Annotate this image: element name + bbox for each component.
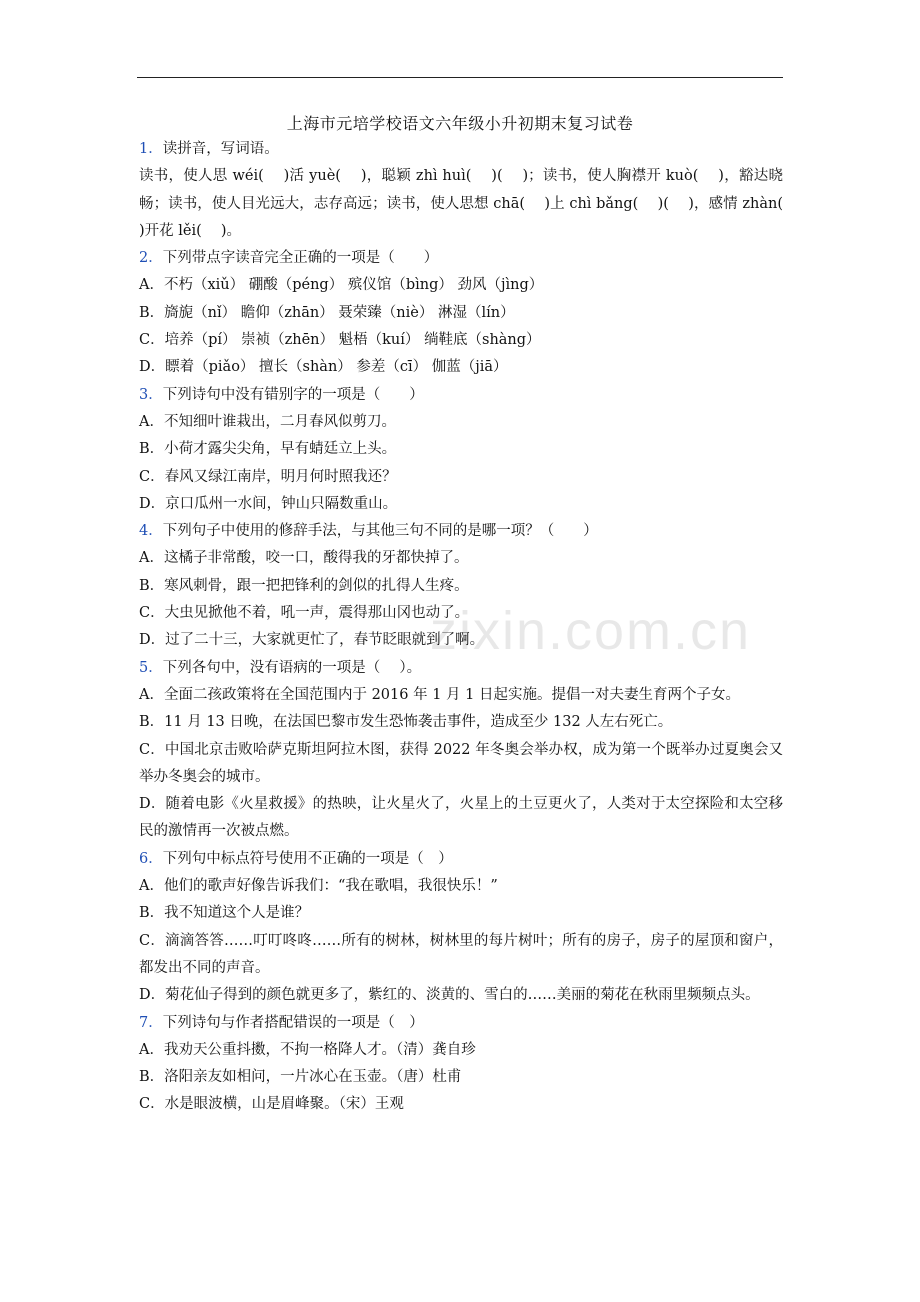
question-stem: [139, 1010, 783, 1037]
header-rule: [137, 77, 783, 78]
question-number: 5．: [139, 659, 163, 676]
answer-option: B．小荷才露尖尖角，早有蜻廷立上头。: [139, 441, 397, 458]
question-text: 下列各句中，没有语病的一项是（ ）。: [162, 659, 422, 676]
answer-option: B．11 月 13 日晚，在法国巴黎市发生恐怖袭击事件，造成至少 132 人左右死亡。: [139, 714, 673, 731]
document-title: 上海市元培学校语文六年级小升初期末复习试卷: [286, 114, 634, 133]
answer-option: B．洛阳亲友如相问，一片冰心在玉壶。（唐）杜甫: [139, 1069, 462, 1086]
answer-option: C．滴滴答答……叮叮咚咚……所有的树林，树林里的每片树叶；所有的房子，房子的屋顶和窗户，都发出不同的声音。: [139, 932, 783, 976]
question-stem: [139, 136, 783, 163]
answer-option: C．培养（pí） 崇祯（zhēn） 魁梧（kuí） 绱鞋底（shàng）: [139, 332, 541, 349]
question-text: 下列带点字读音完全正确的一项是（ ）: [162, 250, 439, 267]
answer-option: D．过了二十三，大家就更忙了，春节眨眼就到了啊。: [139, 632, 485, 649]
question-number: 6．: [139, 850, 163, 867]
answer-option: C．中国北京击败哈萨克斯坦阿拉木图，获得 2022 年冬奥会举办权，成为第一个既举办过夏奥会又举办冬奥会的城市。: [139, 741, 783, 785]
question-number: 3．: [139, 386, 163, 403]
answer-option: D．菊花仙子得到的颜色就更多了，紫红的、淡黄的、雪白的……美丽的菊花在秋雨里频频点头。: [139, 987, 760, 1004]
answer-option: A．不知细叶谁栽出，二月春风似剪刀。: [139, 413, 396, 430]
answer-option: A．我劝天公重抖擞，不拘一格降人才。（清）龚自珍: [139, 1041, 476, 1058]
answer-option: D．瞟着（piǎo） 擅长（shàn） 参差（cī） 伽蓝（jiā）: [139, 359, 508, 376]
question-text: 下列句中标点符号使用不正确的一项是（ ）: [162, 850, 453, 867]
answer-option: C．大虫见掀他不着，吼一声，震得那山冈也动了。: [139, 605, 470, 622]
answer-option: A．这橘子非常酸，咬一口，酸得我的牙都快掉了。: [139, 550, 469, 567]
answer-option: C．水是眼波横，山是眉峰聚。（宋）王观: [139, 1096, 404, 1113]
question-number: 4．: [139, 523, 163, 540]
question-text: 读拼音，写词语。: [162, 141, 279, 157]
question-stem: [139, 382, 783, 409]
answer-option: B．我不知道这个人是谁？: [139, 905, 310, 922]
question-text: 下列诗句中没有错别字的一项是（ ）: [162, 386, 424, 403]
question-stem: [139, 245, 783, 272]
answer-option: D．随着电影《火星救援》的热映，让火星火了，火星上的土豆更火了，人类对于太空探险和太空移民的激情再一次被点燃。: [139, 796, 783, 840]
question-list: [139, 136, 803, 1119]
answer-option: A．他们的歌声好像告诉我们：“我在歌唱，我很快乐！”: [139, 878, 498, 895]
question-number: 2．: [139, 250, 163, 267]
watermark: zixin.com.cn: [430, 601, 752, 661]
question-text: 下列句子中使用的修辞手法，与其他三句不同的是哪一项？（ ）: [162, 523, 598, 540]
question-number: 1．: [139, 141, 163, 157]
answer-option: A．全面二孩政策将在全国范围内于 2016 年 1 月 1 日起实施。提倡一对夫妻生育两个子女。: [139, 686, 740, 703]
question-body: 读书，使人思 wéi( )活 yuè( )，聪颖 zhì huì( )( )；读书，使人胸襟开 kuò( )，豁达晓畅；读书，使人目光远大，志存高远；读书，使人思想 chā( )上 chì bǎng( )( )，感情 zhàn( )开花 lěi( )。: [139, 168, 803, 239]
question-text: 下列诗句与作者搭配错误的一项是（ ）: [162, 1014, 424, 1031]
question-stem: [139, 655, 783, 682]
answer-option: D．京口瓜州一水间，钟山只隔数重山。: [139, 495, 398, 512]
answer-option: C．春风又绿江南岸，明月何时照我还？: [139, 468, 397, 485]
answer-option: B．寒风刺骨，跟一把把锋利的剑似的扎得人生疼。: [139, 577, 469, 594]
question-stem: [139, 518, 783, 545]
answer-option: A．不朽（xiǔ） 硼酸（péng） 殡仪馆（bìng） 劲风（jìng）: [139, 277, 544, 294]
answer-option: B．旖旎（nǐ） 瞻仰（zhān） 聂荣臻（niè） 淋湿（lín）: [139, 304, 515, 321]
question-stem: [139, 846, 783, 873]
question-number: 7．: [139, 1014, 163, 1031]
